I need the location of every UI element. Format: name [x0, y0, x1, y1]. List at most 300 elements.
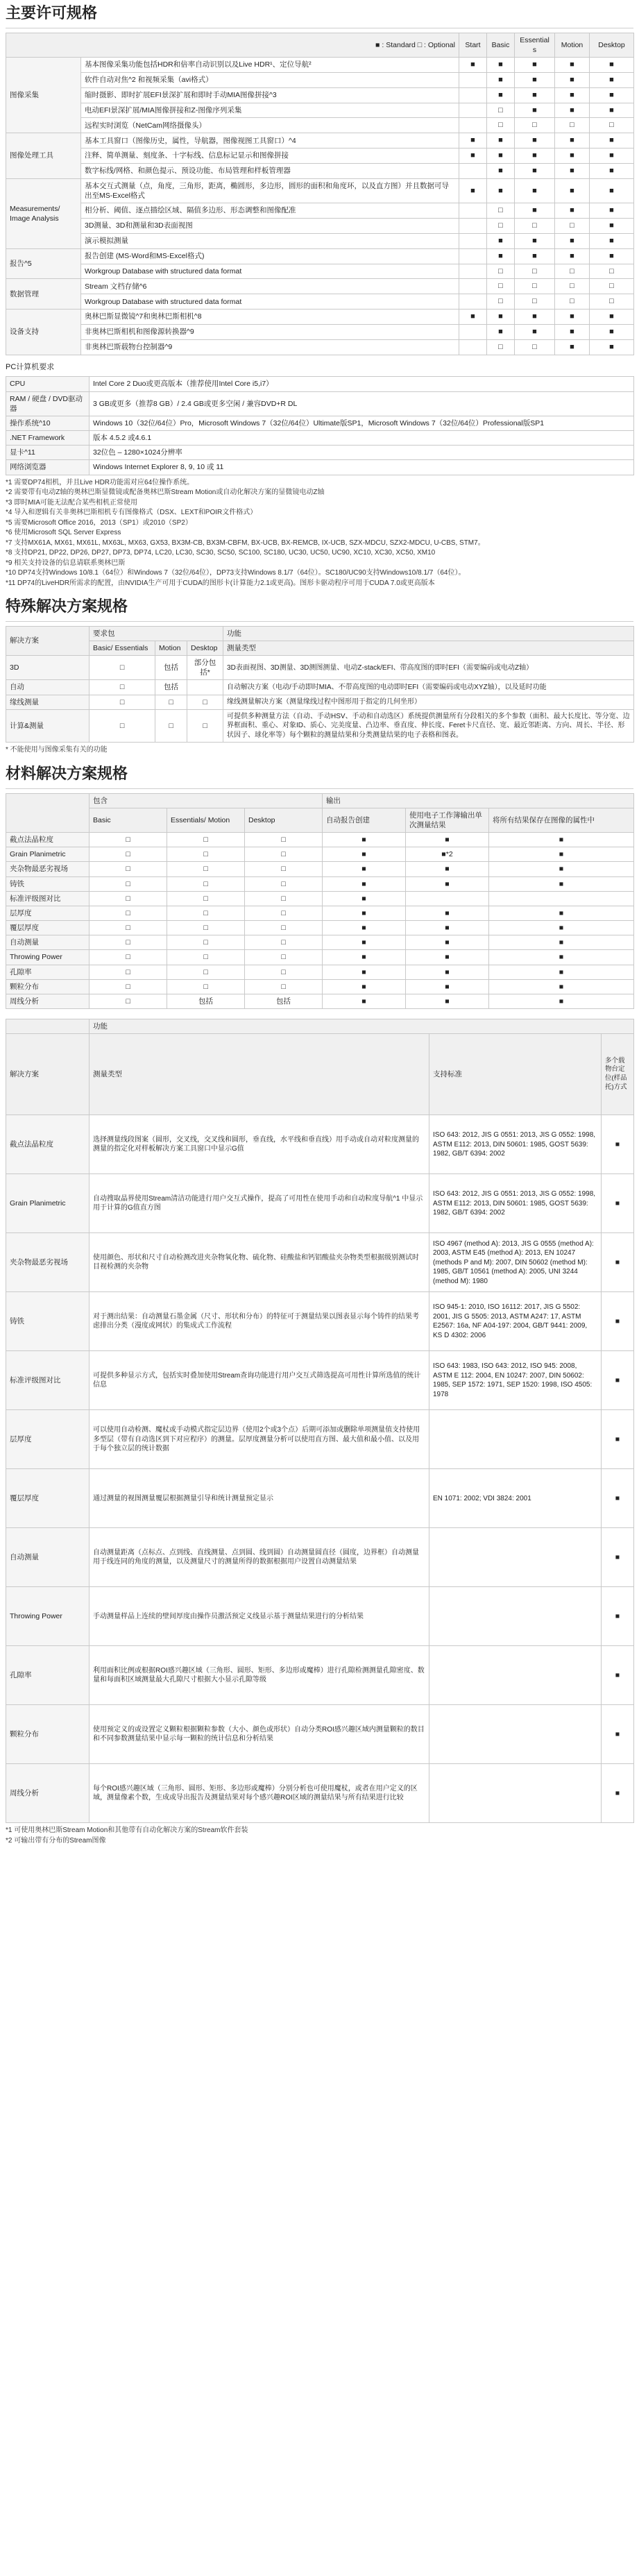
license-mark: ■	[515, 310, 555, 325]
material-pkg-mark: □	[90, 965, 167, 979]
col-out-report: 自动报告创建	[323, 808, 406, 832]
license-mark	[459, 118, 487, 133]
material-output-mark: ■	[489, 906, 634, 920]
license-feature: 电动EFI景深扩展/MIA图像拼接和Z-图像序列采集	[81, 103, 459, 118]
license-mark: □	[555, 264, 590, 279]
material-pkg-mark: 包括	[167, 994, 245, 1008]
function-measurement: 自动搜取晶界使用Stream清洁功能进行用户交互式操作，提高了可用性在使用手动和自动粒度导航^1 中显示用于计算的G值直方图	[90, 1174, 429, 1233]
function-standards: ISO 643: 2012, JIS G 0551: 2013, JIS G 0552: 1998, ASTM E112: 2013, DIN 50601: 1985, GOST 5639: 1982, GB/T 6394: 2002	[429, 1174, 602, 1233]
material-pkg-mark: □	[245, 921, 323, 935]
pc-key: CPU	[6, 377, 90, 391]
function-standards	[429, 1705, 602, 1764]
pc-value: 32位色 – 1280×1024分辨率	[90, 446, 634, 460]
material-pkg-mark: □	[245, 935, 323, 950]
license-mark: □	[515, 264, 555, 279]
license-mark: ■	[487, 72, 515, 87]
material-output-mark: ■	[406, 833, 489, 847]
material-pkg-mark: □	[167, 876, 245, 891]
footnote: *2 可输出带有分布的Stream图像	[6, 1836, 106, 1845]
function-multi-stage: ■	[602, 1233, 634, 1292]
material-output-mark: ■	[489, 994, 634, 1008]
special-footnote: * 不能使用与图像采集有关的功能	[6, 746, 108, 754]
material-output-mark: ■	[489, 862, 634, 876]
license-feature: 奥林巴斯显微镜^7和奥林巴斯相机^8	[81, 310, 459, 325]
license-mark: ■	[555, 133, 590, 149]
license-mark: ■	[590, 203, 634, 219]
license-group-name: 数据管理	[6, 279, 81, 310]
material-row	[6, 876, 634, 891]
solution-pkg-mark: □	[90, 680, 155, 695]
license-feature: 基本图像采集功能包括HDR和倍率自动识别以及Live HDR¹、定位导航²	[81, 58, 459, 73]
material-pkg-mark: □	[167, 950, 245, 965]
material-row	[6, 950, 634, 965]
function-row	[6, 1646, 634, 1705]
solution-row	[6, 695, 634, 709]
material-pkg-mark: □	[245, 965, 323, 979]
function-row	[6, 1528, 634, 1587]
license-mark: ■	[590, 163, 634, 178]
license-feature: 3D测量、3D和测量和3D表面视图	[81, 218, 459, 233]
function-multi-stage: ■	[602, 1410, 634, 1469]
license-mark: ■	[555, 248, 590, 264]
material-row	[6, 921, 634, 935]
material-pkg-mark: □	[167, 979, 245, 994]
pc-value: 3 GB或更多（推荐8 GB）/ 2.4 GB或更多空闲 / 兼容DVD+R DL	[90, 391, 634, 416]
material-pkg-mark: □	[90, 950, 167, 965]
license-mark: ■	[555, 203, 590, 219]
material-output-mark: ■	[323, 847, 406, 862]
material-name: 夹杂物最恶劣视场	[6, 862, 90, 876]
solution-row	[6, 680, 634, 695]
pc-row	[6, 446, 634, 460]
footnote: *4 导入和逻辑有关非奥林巴斯相机专有图像格式（DSX、LEXT和POIR文件格式）	[6, 509, 257, 517]
license-mark: ■	[555, 310, 590, 325]
footnote: *3 即时MIA可能无法配合某些相机正常使用	[6, 498, 138, 507]
license-mark: ■	[590, 58, 634, 73]
license-mark: ■	[555, 87, 590, 103]
material-pkg-mark: □	[90, 994, 167, 1008]
footnote: *1 需要DP74相机，并且Live HDR功能需对应64位操作系统。	[6, 478, 194, 486]
material-pkg-mark: 包括	[245, 994, 323, 1008]
function-solution-name: 层厚度	[6, 1410, 90, 1469]
col-pkg-motion: Motion	[155, 641, 187, 655]
license-mark: ■	[487, 163, 515, 178]
pc-value: 版本 4.5.2 或4.6.1	[90, 431, 634, 446]
material-output-mark: ■	[406, 921, 489, 935]
license-mark: ■	[515, 87, 555, 103]
material-output-mark: ■	[323, 876, 406, 891]
solution-description: 自动解决方案（电动/手动即时MIA、不带高度图的电动即时EFI（需要编码或电动XYZ轴），以及延时功能	[223, 680, 634, 695]
material-pkg-mark: □	[167, 921, 245, 935]
function-multi-stage: ■	[602, 1115, 634, 1174]
footnote: *10 DP74支持Windows 10/8.1（64位）和Windows 7（32位/64位），DP73支持Windows 8.1/7（64位）。SC180/UC90支持Windows10/8.1/7（64位）。	[6, 569, 466, 577]
footnote: *5 需要Microsoft Office 2016，2013（SP1）或2010（SP2）	[6, 518, 192, 527]
license-mark	[459, 294, 487, 310]
solution-name: 缘线测量	[6, 695, 90, 709]
function-standards	[429, 1646, 602, 1705]
pc-value: Windows Internet Explorer 8, 9, 10 或 11	[90, 460, 634, 475]
material-pkg-mark: □	[245, 979, 323, 994]
material-name: 铸铁	[6, 876, 90, 891]
license-mark: □	[487, 203, 515, 219]
pc-row	[6, 460, 634, 475]
license-group-name: 设备支持	[6, 310, 81, 355]
function-solution-name: 孔隙率	[6, 1646, 90, 1705]
license-mark: □	[555, 279, 590, 294]
col-basic: Basic	[487, 33, 515, 57]
col-pkg-basic: Basic	[90, 808, 167, 832]
license-mark	[459, 233, 487, 248]
material-footnotes	[6, 1826, 633, 1845]
material-name: 覆层厚度	[6, 921, 90, 935]
license-row	[6, 279, 634, 294]
function-standards	[429, 1764, 602, 1823]
license-row	[6, 133, 634, 149]
license-mark: □	[555, 218, 590, 233]
license-mark: □	[590, 279, 634, 294]
license-mark: ■	[487, 149, 515, 164]
license-mark	[459, 103, 487, 118]
material-pkg-mark: □	[90, 847, 167, 862]
license-mark: ■	[487, 233, 515, 248]
col-out-properties: 将所有结果保存在图像的属性中	[489, 808, 634, 832]
function-row	[6, 1587, 634, 1646]
license-row	[6, 324, 634, 339]
license-feature: 演示模拟测量	[81, 233, 459, 248]
function-solution-name: 夹杂物最恶劣视场	[6, 1233, 90, 1292]
material-pkg-mark: □	[167, 833, 245, 847]
function-multi-stage: ■	[602, 1764, 634, 1823]
function-measurement: 利用面积比例或根据ROI感兴趣区域（三角形、圆形、矩形、多边形或魔棒）进行孔隙检测测量孔隙密度、数量和每面积区域测量最大孔隙尺寸根据大小显示孔隙等级	[90, 1646, 429, 1705]
license-row	[6, 248, 634, 264]
license-row	[6, 163, 634, 178]
license-mark	[459, 72, 487, 87]
material-pkg-mark: □	[245, 906, 323, 920]
material-pkg-mark: □	[90, 979, 167, 994]
solution-name: 自动	[6, 680, 90, 695]
license-feature: 相分析、阈值、逐点描绘区域、隔值多边形、形态调整和图像配准	[81, 203, 459, 219]
function-measurement: 可以使用自动检测、魔杖或手动模式指定层边界（使用2个或3个点）后期可添加或删除单项测量值支持使用多型层（带有自动选区到下对应程序）的测量。层厚度测量分析可以使用直方图、最大值和最小值、以及用于每个独立层的统计数据	[90, 1410, 429, 1469]
material-output-mark: ■	[323, 891, 406, 906]
license-mark	[459, 279, 487, 294]
pc-key: 操作系统^10	[6, 416, 90, 430]
function-multi-stage: ■	[602, 1292, 634, 1351]
pc-row	[6, 377, 634, 391]
col-measurement-type: 测量类型	[223, 641, 634, 655]
material-output-mark: ■	[489, 979, 634, 994]
function-standards: ISO 4967 (method A): 2013, JIS G 0555 (method A): 2003, ASTM E45 (method A): 2013, EN 10247 (methods P and M): 2007, DIN 50602 (method M): 1985, GB/T 10561 (method A): 2005, UNI 3244 (method M): 1980	[429, 1233, 602, 1292]
function-solution-name: 周线分析	[6, 1764, 90, 1823]
function-standards	[429, 1410, 602, 1469]
license-mark: ■	[555, 103, 590, 118]
material-output-mark: ■	[406, 965, 489, 979]
function-measurement: 通过测量的视图测量覆层根据测量引导和统计测量预定显示	[90, 1469, 429, 1528]
license-mark: ■	[555, 324, 590, 339]
license-row	[6, 203, 634, 219]
material-pkg-mark: □	[245, 891, 323, 906]
license-mark: ■	[515, 324, 555, 339]
material-output-mark: ■	[406, 935, 489, 950]
license-mark: □	[590, 118, 634, 133]
material-output-mark: ■	[323, 950, 406, 965]
solution-pkg-mark: □	[90, 656, 155, 680]
solution-row	[6, 656, 634, 680]
material-output-mark: ■	[323, 994, 406, 1008]
license-group-name: 图像处理工具	[6, 133, 81, 179]
material-pkg-mark: □	[90, 876, 167, 891]
license-mark: ■	[590, 87, 634, 103]
material-name: 周线分析	[6, 994, 90, 1008]
material-pkg-mark: □	[90, 906, 167, 920]
function-standards: ISO 643: 2012, JIS G 0551: 2013, JIS G 0552: 1998, ASTM E112: 2013, DIN 50601: 1985, GOST 5639: 1982, GB/T 6394: 2002	[429, 1115, 602, 1174]
material-output-mark: ■	[323, 965, 406, 979]
col-pkg-desktop: Desktop	[187, 641, 223, 655]
license-mark	[459, 248, 487, 264]
license-mark	[459, 218, 487, 233]
license-mark: ■	[515, 233, 555, 248]
license-mark: ■	[487, 178, 515, 203]
license-mark	[459, 163, 487, 178]
function-row	[6, 1469, 634, 1528]
solution-pkg-mark: □	[187, 709, 223, 743]
solution-description: 缘线测量解决方案（测量缘线过程中图形用于指定的几何坐形）	[223, 695, 634, 709]
license-mark: □	[487, 264, 515, 279]
license-row	[6, 118, 634, 133]
license-mark: □	[515, 294, 555, 310]
license-feature: 数字标线/网格、和颜色提示、预设功能、布局管理和样板管理器	[81, 163, 459, 178]
license-group-name: 报告^5	[6, 248, 81, 279]
material-output-mark: ■*2	[406, 847, 489, 862]
function-standards	[429, 1528, 602, 1587]
material-output-mark: ■	[323, 935, 406, 950]
col-desktop: Desktop	[590, 33, 634, 57]
footnote: *7 支持MX61A, MX61, MX61L, MX63L, MX63, GX53, BX3M-CB, BX3M-CBFM, BX-UCB, BX-REMCB, IX-UCB, SZX-MDCU, SZX2-MDCU, U-CBS, STM7。	[6, 539, 485, 547]
license-mark: □	[487, 103, 515, 118]
function-standards: EN 1071: 2002; VDI 3824: 2001	[429, 1469, 602, 1528]
solution-row	[6, 709, 634, 743]
function-row	[6, 1292, 634, 1351]
license-group-name: 图像采集	[6, 58, 81, 133]
solution-name: 3D	[6, 656, 90, 680]
col-output: 输出	[323, 793, 634, 808]
section-title-main-license: 主要许可规格	[6, 3, 633, 28]
function-standards	[429, 1587, 602, 1646]
material-output-mark	[489, 891, 634, 906]
license-feature: 注释、简单测量、刻度条、十字标线、信息标记显示和图像拼接	[81, 149, 459, 164]
license-row	[6, 218, 634, 233]
license-mark: □	[515, 339, 555, 355]
footnote: *1 可使用奥林巴斯Stream Motion和其他带有自动化解决方案的Stream软件套装	[6, 1827, 248, 1835]
material-output-mark: ■	[323, 906, 406, 920]
function-multi-stage: ■	[602, 1705, 634, 1764]
function-solution-name: 自动测量	[6, 1528, 90, 1587]
function-row	[6, 1410, 634, 1469]
function-row	[6, 1705, 634, 1764]
material-row	[6, 906, 634, 920]
license-mark: □	[515, 118, 555, 133]
material-name: 颗粒分布	[6, 979, 90, 994]
function-solution-name: Throwing Power	[6, 1587, 90, 1646]
solution-pkg-mark: □	[187, 695, 223, 709]
material-pkg-mark: □	[245, 847, 323, 862]
function-measurement: 自动测量距离（点标点、点到线、直线测量、点到圆、线到圆）自动测量圆直径（圆度，边界框）自动测量用于线连同的角度的测量，以及测量尺寸的测量所得的数据根据用户设置自动测量结果	[90, 1528, 429, 1587]
material-pkg-mark: □	[167, 965, 245, 979]
function-measurement: 对于测出结果：自动测量石墨金属（尺寸、形状和分布）的特征可于测量结果以图表显示每个铸件的结果考虑排出分类（漫度或网状）的集成式工作流程	[90, 1292, 429, 1351]
solution-pkg-mark: 包括	[155, 680, 187, 695]
license-mark: ■	[459, 310, 487, 325]
material-pkg-mark: □	[167, 891, 245, 906]
license-mark: ■	[459, 178, 487, 203]
license-mark: ■	[515, 133, 555, 149]
function-multi-stage: ■	[602, 1469, 634, 1528]
license-mark	[459, 87, 487, 103]
license-mark: ■	[590, 178, 634, 203]
col-start: Start	[459, 33, 487, 57]
footnote: *6 使用Microsoft SQL Server Express	[6, 529, 121, 537]
material-output-mark: ■	[406, 876, 489, 891]
license-mark: ■	[590, 218, 634, 233]
material-pkg-mark: □	[90, 862, 167, 876]
license-feature: Workgroup Database with structured data format	[81, 294, 459, 310]
license-mark: ■	[459, 133, 487, 149]
function-solution-name: 颗粒分布	[6, 1705, 90, 1764]
material-name: 标准评级图对比	[6, 891, 90, 906]
material-pkg-mark: □	[167, 935, 245, 950]
license-mark: ■	[487, 324, 515, 339]
material-pkg-mark: □	[245, 876, 323, 891]
col-pkg-essentials-motion: Essentials/ Motion	[167, 808, 245, 832]
material-row	[6, 935, 634, 950]
material-name: Grain Planimetric	[6, 847, 90, 862]
pc-key: 显卡^11	[6, 446, 90, 460]
license-mark: □	[487, 118, 515, 133]
license-mark: ■	[487, 58, 515, 73]
col-included: 包含	[90, 793, 323, 808]
col-pkg-desktop: Desktop	[245, 808, 323, 832]
function-measurement: 使用颜色、形状和尺寸自动检测改进夹杂物氧化物、硫化物、硅酸盐和钙铝酸盐夹杂物类型根据级别测试时目视检测的夹杂物	[90, 1233, 429, 1292]
material-pkg-mark: □	[245, 833, 323, 847]
material-row	[6, 979, 634, 994]
solution-name: 计算&测量	[6, 709, 90, 743]
license-mark: □	[487, 279, 515, 294]
license-mark	[459, 324, 487, 339]
license-mark: ■	[487, 310, 515, 325]
license-mark: ■	[590, 339, 634, 355]
license-row	[6, 310, 634, 325]
material-pkg-mark: □	[90, 833, 167, 847]
function-multi-stage: ■	[602, 1351, 634, 1410]
material-pkg-mark: □	[90, 935, 167, 950]
license-row	[6, 294, 634, 310]
material-output-mark: ■	[323, 921, 406, 935]
col-function: 功能	[90, 1019, 634, 1034]
license-row	[6, 178, 634, 203]
function-row	[6, 1764, 634, 1823]
material-output-mark: ■	[489, 847, 634, 862]
license-mark	[459, 339, 487, 355]
license-mark: ■	[555, 233, 590, 248]
pc-value: Windows 10（32位/64位）Pro，Microsoft Windows 7（32位/64位）Ultimate版SP1，Microsoft Windows 7（32位/64位）Professional版SP1	[90, 416, 634, 430]
material-output-mark: ■	[323, 862, 406, 876]
material-row	[6, 833, 634, 847]
function-measurement: 选择测量线段图案（圆形，交叉线，交叉线和圆形，垂直线，水平线和垂直线）用手动或自动对粒度测量的测量的指定化对样板解决方案工具窗口中显示G值	[90, 1115, 429, 1174]
material-name: Throwing Power	[6, 950, 90, 965]
material-pkg-mark: □	[167, 862, 245, 876]
material-pkg-mark: □	[245, 950, 323, 965]
col-solution: 解决方案	[6, 1034, 90, 1115]
license-mark: □	[487, 218, 515, 233]
license-feature: 报告创建 (MS-Word和MS-Excel格式)	[81, 248, 459, 264]
pc-key: .NET Framework	[6, 431, 90, 446]
license-mark: ■	[487, 133, 515, 149]
material-row	[6, 862, 634, 876]
function-multi-stage: ■	[602, 1587, 634, 1646]
function-measurement: 使用预定义的或设置定义颗粒根据颗粒参数（大小、颜色或形状）自动分类ROI感兴趣区域内测量颗粒的数目和不同参数测量结果中显示每一颗粒的统计信息和分析结果	[90, 1705, 429, 1764]
function-solution-name: 覆层厚度	[6, 1469, 90, 1528]
license-feature: 基本交互式测量（点，角度，三角形，距离，椭圆形，多边形，圆形的面积和角度环，以及直方图）并且数据可导出至MS-Excel格式	[81, 178, 459, 203]
license-mark: ■	[459, 149, 487, 164]
license-row	[6, 103, 634, 118]
section-title-material-solutions: 材料解决方案规格	[6, 763, 633, 789]
material-pkg-mark: □	[90, 891, 167, 906]
function-measurement: 手动测量样品上连续的壁间厚度由操作员激活预定义线显示基于测量结果进行的分析结果	[90, 1587, 429, 1646]
material-output-mark: ■	[489, 950, 634, 965]
footnote: *9 相关支持设备的信息请联系奥林巴斯	[6, 559, 126, 567]
material-output-mark: ■	[323, 979, 406, 994]
material-output-mark: ■	[489, 876, 634, 891]
material-pkg-mark: □	[167, 906, 245, 920]
function-measurement: 可提供多种显示方式，包括实时叠加使用Stream查询功能进行用户交互式筛选提高可用性计算所选值的统计信息	[90, 1351, 429, 1410]
solution-pkg-mark: □	[90, 695, 155, 709]
function-row	[6, 1115, 634, 1174]
material-output-mark: ■	[406, 979, 489, 994]
function-multi-stage: ■	[602, 1174, 634, 1233]
material-output-mark: ■	[406, 994, 489, 1008]
material-output-mark: ■	[489, 935, 634, 950]
license-mark: ■	[590, 248, 634, 264]
license-mark: ■	[590, 133, 634, 149]
license-spec-table	[6, 33, 634, 355]
license-feature: 非奥林巴斯载物台控制器^9	[81, 339, 459, 355]
function-solution-name: Grain Planimetric	[6, 1174, 90, 1233]
material-row	[6, 965, 634, 979]
col-required-pkg: 要求包	[90, 626, 223, 641]
function-multi-stage: ■	[602, 1528, 634, 1587]
license-mark: ■	[590, 149, 634, 164]
material-row	[6, 891, 634, 906]
footnote: *2 需要带有电动Z轴的奥林巴斯显微镜或配备奥林巴斯Stream Motion或自动化解决方案的显微镜电动Z轴	[6, 489, 325, 497]
material-row	[6, 994, 634, 1008]
pc-row	[6, 416, 634, 430]
license-mark: ■	[555, 339, 590, 355]
material-output-mark: ■	[323, 833, 406, 847]
license-footnotes	[6, 478, 633, 588]
col-out-workbook: 使用电子工作簿输出单次测量结果	[406, 808, 489, 832]
license-row	[6, 72, 634, 87]
col-pkg-basic-essentials: Basic/ Essentials	[90, 641, 155, 655]
license-mark: ■	[515, 178, 555, 203]
license-mark: ■	[590, 324, 634, 339]
section-title-special-solutions: 特殊解决方案规格	[6, 596, 633, 622]
solution-pkg-mark: □	[155, 695, 187, 709]
material-pkg-mark: □	[245, 862, 323, 876]
license-mark: ■	[515, 58, 555, 73]
license-mark: ■	[590, 72, 634, 87]
license-mark: ■	[515, 248, 555, 264]
material-pkg-mark: □	[167, 847, 245, 862]
license-feature: 非奥林巴斯相机和图像源转换器^9	[81, 324, 459, 339]
license-row	[6, 339, 634, 355]
